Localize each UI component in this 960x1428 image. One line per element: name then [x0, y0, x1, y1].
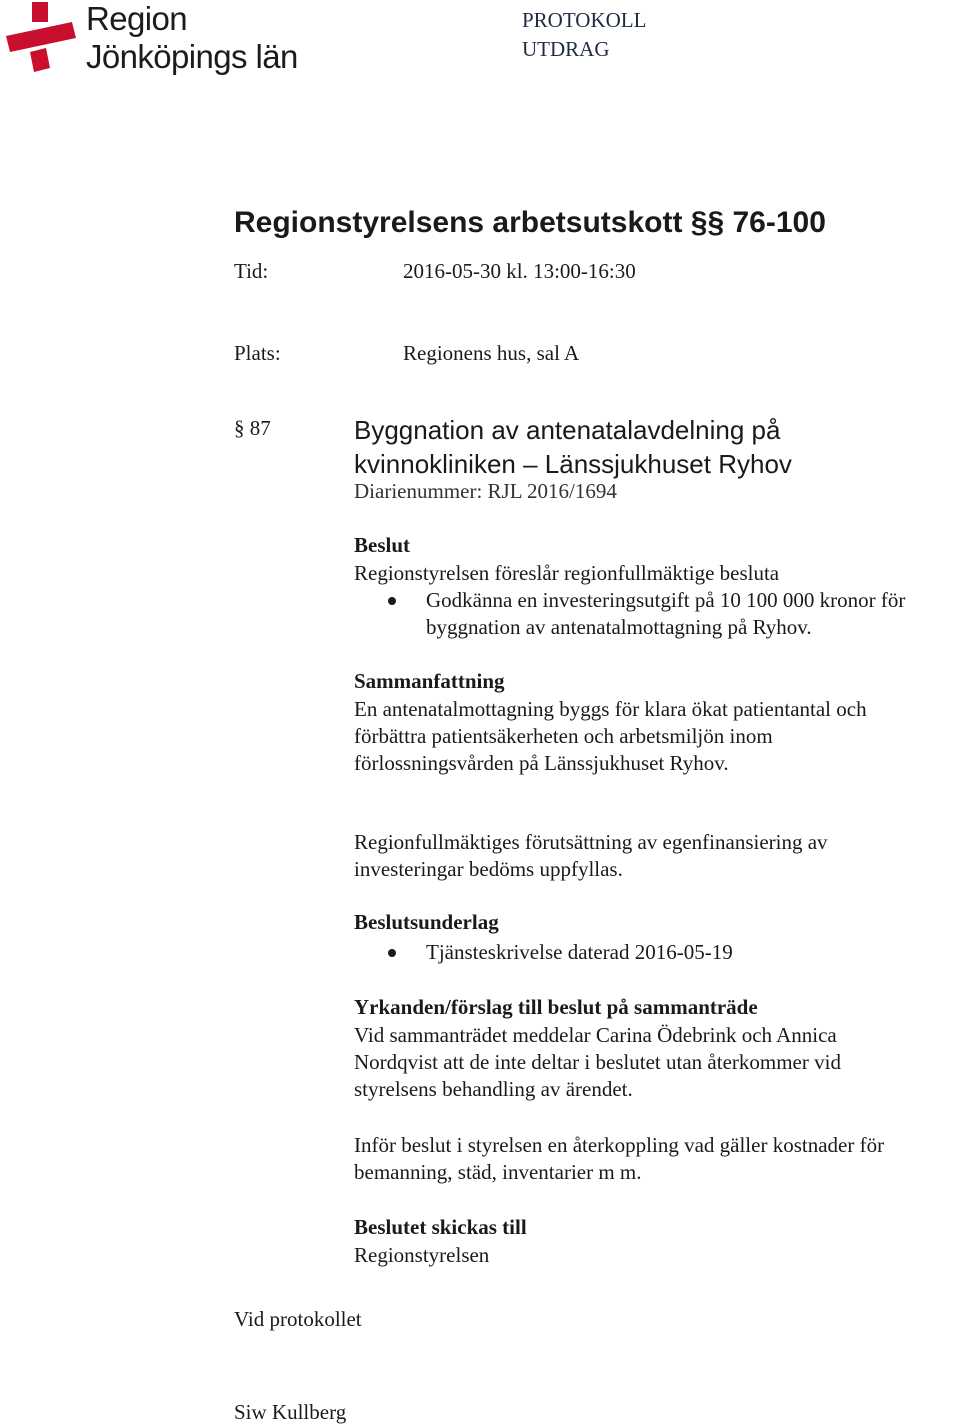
logo-line-region: Region	[86, 0, 187, 37]
beslut-heading: Beslut	[354, 533, 411, 557]
finansiering-line2: investeringar bedöms uppfyllas.	[354, 857, 623, 881]
region-logo	[6, 0, 306, 80]
doc-type-utdrag: UTDRAG	[522, 37, 610, 61]
yrkanden-heading: Yrkanden/förslag till beslut på sammanträde	[354, 995, 758, 1019]
sammanfattning-heading: Sammanfattning	[354, 669, 505, 693]
meeting-title: Regionstyrelsens arbetsutskott §§ 76-100	[234, 206, 826, 239]
beslut-bullet-line1: Godkänna en investeringsutgift på 10 100 000 kronor för	[426, 588, 906, 612]
beslut-bullet-line2: byggnation av antenatalmottagning på Ryhov.	[426, 615, 812, 639]
sammanfattning-line3: förlossningsvården på Länssjukhuset Ryhov.	[354, 751, 729, 775]
yrkanden-line1: Vid sammanträdet meddelar Carina Ödebrink och Annica	[354, 1023, 837, 1047]
logo-line-county: Jönköpings län	[86, 38, 298, 75]
region-cross-logo-icon	[6, 0, 78, 72]
yrkanden-line2: Nordqvist att de inte deltar i beslutet utan återkommer vid	[354, 1050, 841, 1074]
bullet-icon	[388, 597, 396, 605]
document-type	[522, 6, 646, 64]
aterkoppling-line2: bemanning, städ, inventarier m m.	[354, 1160, 642, 1184]
finansiering-text	[354, 829, 828, 883]
time-value: 2016-05-30 kl. 13:00-16:30	[403, 259, 636, 283]
place-label: Plats:	[234, 341, 281, 365]
finansiering-line1: Regionfullmäktiges förutsättning av egenfinansiering av	[354, 830, 828, 854]
item-title-line2: kvinnokliniken – Länssjukhuset Ryhov	[354, 449, 792, 479]
item-title	[354, 413, 792, 481]
yrkanden-line3: styrelsens behandling av ärendet.	[354, 1077, 633, 1101]
skickas-recipient: Regionstyrelsen	[354, 1243, 490, 1267]
beslut-bullet-text	[426, 587, 905, 641]
beslut-intro: Regionstyrelsen föreslår regionfullmäktige besluta	[354, 561, 780, 585]
sammanfattning-line2: förbättra patientsäkerheten och arbetsmiljön inom	[354, 724, 773, 748]
signature-label: Vid protokollet	[234, 1307, 362, 1331]
aterkoppling-text	[354, 1132, 884, 1186]
aterkoppling-line1: Inför beslut i styrelsen en återkoppling vad gäller kostnader för	[354, 1133, 885, 1157]
paragraph-number: § 87	[234, 416, 271, 440]
yrkanden-text	[354, 1022, 841, 1103]
beslutsunderlag-bullet-text: Tjänsteskrivelse daterad 2016-05-19	[426, 940, 733, 964]
diarienummer: Diarienummer: RJL 2016/1694	[354, 479, 617, 503]
sammanfattning-text	[354, 696, 867, 777]
sammanfattning-line1: En antenatalmottagning byggs för klara ökat patientantal och	[354, 697, 867, 721]
bullet-icon	[388, 949, 396, 957]
item-title-line1: Byggnation av antenatalavdelning på	[354, 415, 781, 445]
place-value: Regionens hus, sal A	[403, 341, 580, 365]
doc-type-protokoll: PROTOKOLL	[522, 8, 647, 32]
skickas-heading: Beslutet skickas till	[354, 1215, 527, 1239]
signature-name: Siw Kullberg	[234, 1400, 347, 1424]
time-label: Tid:	[234, 259, 269, 283]
beslutsunderlag-heading: Beslutsunderlag	[354, 910, 499, 934]
